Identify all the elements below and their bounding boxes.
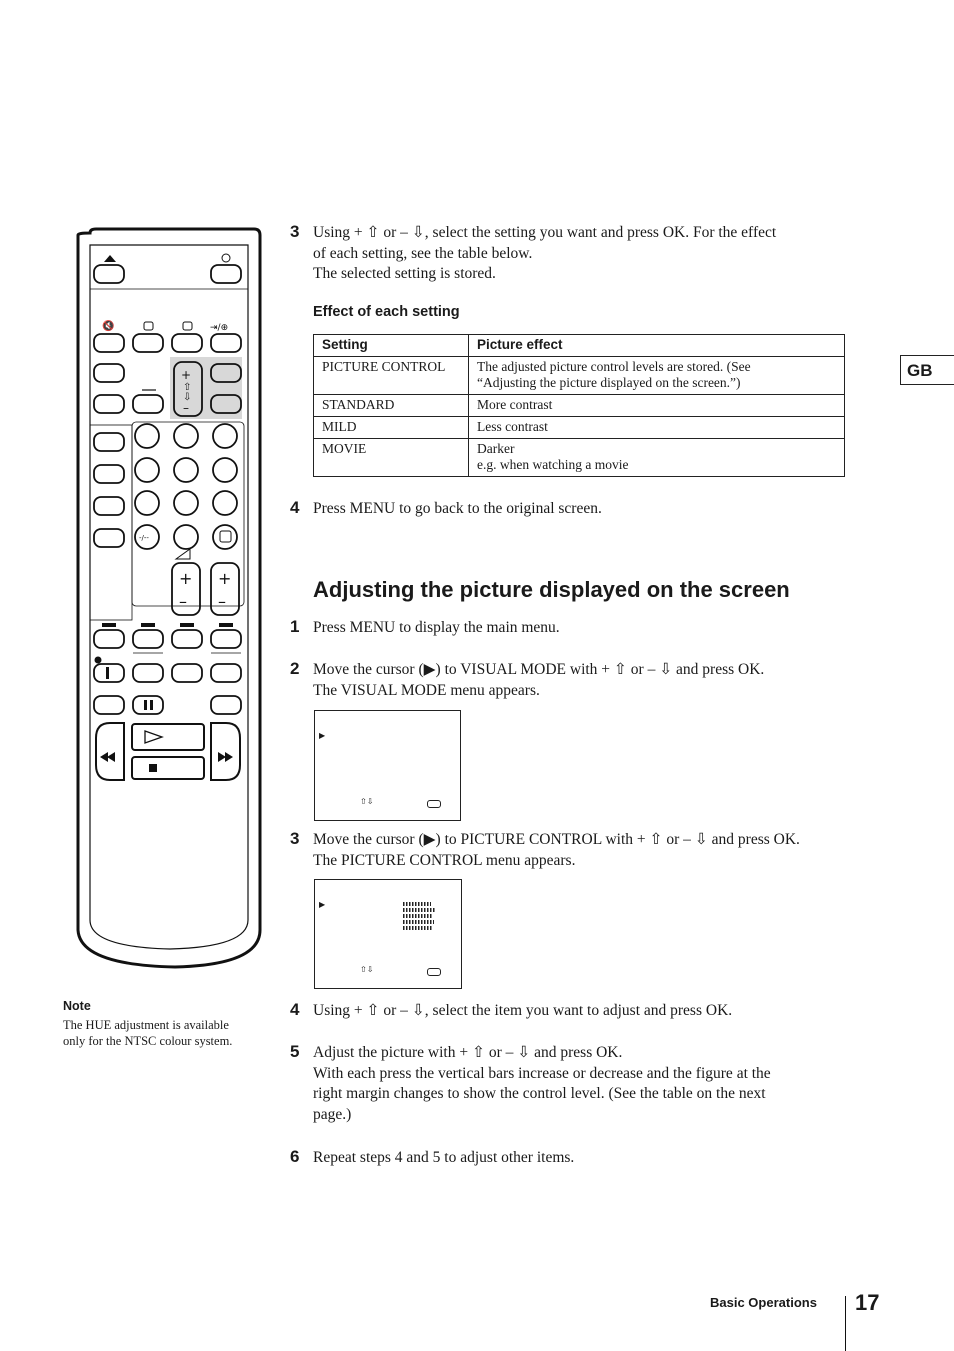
step-line: The VISUAL MODE menu appears. bbox=[313, 681, 540, 699]
step-line: page.) bbox=[313, 1105, 352, 1123]
table-header-row bbox=[314, 335, 845, 357]
step-3-text bbox=[313, 830, 800, 871]
eject-button bbox=[94, 265, 124, 283]
visual-mode-screen bbox=[314, 710, 461, 821]
svg-text:⇧: ⇧ bbox=[183, 382, 192, 393]
table-heading: Effect of each setting bbox=[313, 304, 460, 320]
step-number: 3 bbox=[290, 829, 300, 848]
digit-select-label: -/-- bbox=[139, 534, 149, 542]
ok-icon bbox=[427, 968, 441, 976]
step-line: right margin changes to show the control level. (See the table on the next bbox=[313, 1085, 766, 1102]
step-number: 6 bbox=[290, 1147, 300, 1166]
step-line: Using + ⇧ or – ⇩, select the setting you want and press OK. For the effect bbox=[313, 224, 777, 241]
top-row bbox=[94, 254, 241, 283]
svg-text:+: + bbox=[179, 569, 193, 588]
step-number: 4 bbox=[290, 498, 300, 517]
svg-text:+: + bbox=[218, 569, 232, 588]
power-button bbox=[211, 265, 241, 283]
step-line: Press MENU to display the main menu. bbox=[313, 619, 560, 636]
step-5-text bbox=[313, 1043, 771, 1125]
step-line: With each press the vertical bars increase or decrease and the figure at the bbox=[313, 1064, 771, 1082]
setting-cell: STANDARD bbox=[314, 395, 469, 417]
section-title: Adjusting the picture displayed on the screen bbox=[313, 577, 790, 602]
picture-control-screen bbox=[314, 879, 462, 989]
column-header-setting: Setting bbox=[314, 335, 469, 357]
footer-divider bbox=[845, 1296, 846, 1351]
step-number: 3 bbox=[290, 222, 300, 241]
step-number: 4 bbox=[290, 1000, 300, 1019]
note-text: The HUE adjustment is available only for the NTSC colour system. bbox=[63, 1018, 233, 1048]
remote-outline bbox=[78, 229, 260, 967]
step-4-text bbox=[313, 1001, 732, 1022]
up-down-arrows-icon: ⇧⇩ bbox=[360, 965, 374, 974]
stop-button bbox=[132, 757, 204, 779]
effect-table bbox=[313, 334, 845, 477]
svg-text:⇥/⊕: ⇥/⊕ bbox=[210, 323, 229, 333]
step-4-text: Press MENU to go back to the original screen. bbox=[313, 500, 602, 517]
step-line: The selected setting is stored. bbox=[313, 265, 496, 282]
svg-text:–: – bbox=[183, 401, 189, 415]
step-line: Move the cursor (▶) to VISUAL MODE with + ⇧ or – ⇩ and press OK. bbox=[313, 661, 765, 678]
step-3-text bbox=[313, 223, 776, 285]
table-row bbox=[314, 417, 845, 439]
cursor-icon: ▶ bbox=[319, 900, 326, 909]
step-number: 1 bbox=[290, 617, 300, 636]
table-row bbox=[314, 357, 845, 395]
svg-text:🔇: 🔇 bbox=[102, 321, 115, 332]
step-line: The PICTURE CONTROL menu appears. bbox=[313, 851, 576, 869]
step-line: Adjust the picture with + ⇧ or – ⇩ and press OK. bbox=[313, 1044, 623, 1061]
step-number: 5 bbox=[290, 1042, 300, 1061]
effect-cell: Less contrast bbox=[469, 417, 845, 439]
cursor-icon: ▶ bbox=[319, 731, 326, 740]
svg-text:–: – bbox=[218, 592, 226, 611]
rewind-button bbox=[96, 723, 124, 780]
language-tab: GB bbox=[900, 355, 954, 385]
remote-control-illustration bbox=[70, 225, 270, 975]
setting-cell: MILD bbox=[314, 417, 469, 439]
step-1-text bbox=[313, 618, 560, 639]
ok-icon bbox=[427, 800, 441, 808]
up-down-arrows-icon: ⇧⇩ bbox=[360, 797, 374, 806]
step-6-text bbox=[313, 1148, 574, 1169]
effect-cell: Darker e.g. when watching a movie bbox=[469, 439, 845, 477]
table-row bbox=[314, 395, 845, 417]
column-header-effect: Picture effect bbox=[469, 335, 845, 357]
effect-cell: The adjusted picture control levels are stored. (See “Adjusting the picture displayed on the screen.”) bbox=[469, 357, 845, 395]
step-line: Move the cursor (▶) to PICTURE CONTROL with + ⇧ or – ⇩ and press OK. bbox=[313, 831, 800, 848]
forward-button bbox=[211, 723, 240, 780]
step-number: 2 bbox=[290, 659, 300, 678]
note-title: Note bbox=[63, 999, 91, 1013]
step-line: Repeat steps 4 and 5 to adjust other items. bbox=[313, 1149, 575, 1166]
step-line: Using + ⇧ or – ⇩, select the item you want to adjust and press OK. bbox=[313, 1002, 733, 1019]
level-bars-icon bbox=[403, 902, 435, 932]
svg-text:⇩: ⇩ bbox=[183, 392, 192, 403]
step-line: of each setting, see the table below. bbox=[313, 244, 533, 262]
setting-cell: PICTURE CONTROL bbox=[314, 357, 469, 395]
setting-cell: MOVIE bbox=[314, 439, 469, 477]
footer-section: Basic Operations bbox=[710, 1295, 817, 1310]
page-number: 17 bbox=[855, 1290, 880, 1315]
svg-text:+: + bbox=[181, 368, 192, 382]
svg-text:–: – bbox=[179, 592, 187, 611]
effect-cell: More contrast bbox=[469, 395, 845, 417]
step-2-text bbox=[313, 660, 764, 701]
table-row bbox=[314, 439, 845, 477]
play-button bbox=[132, 724, 204, 750]
